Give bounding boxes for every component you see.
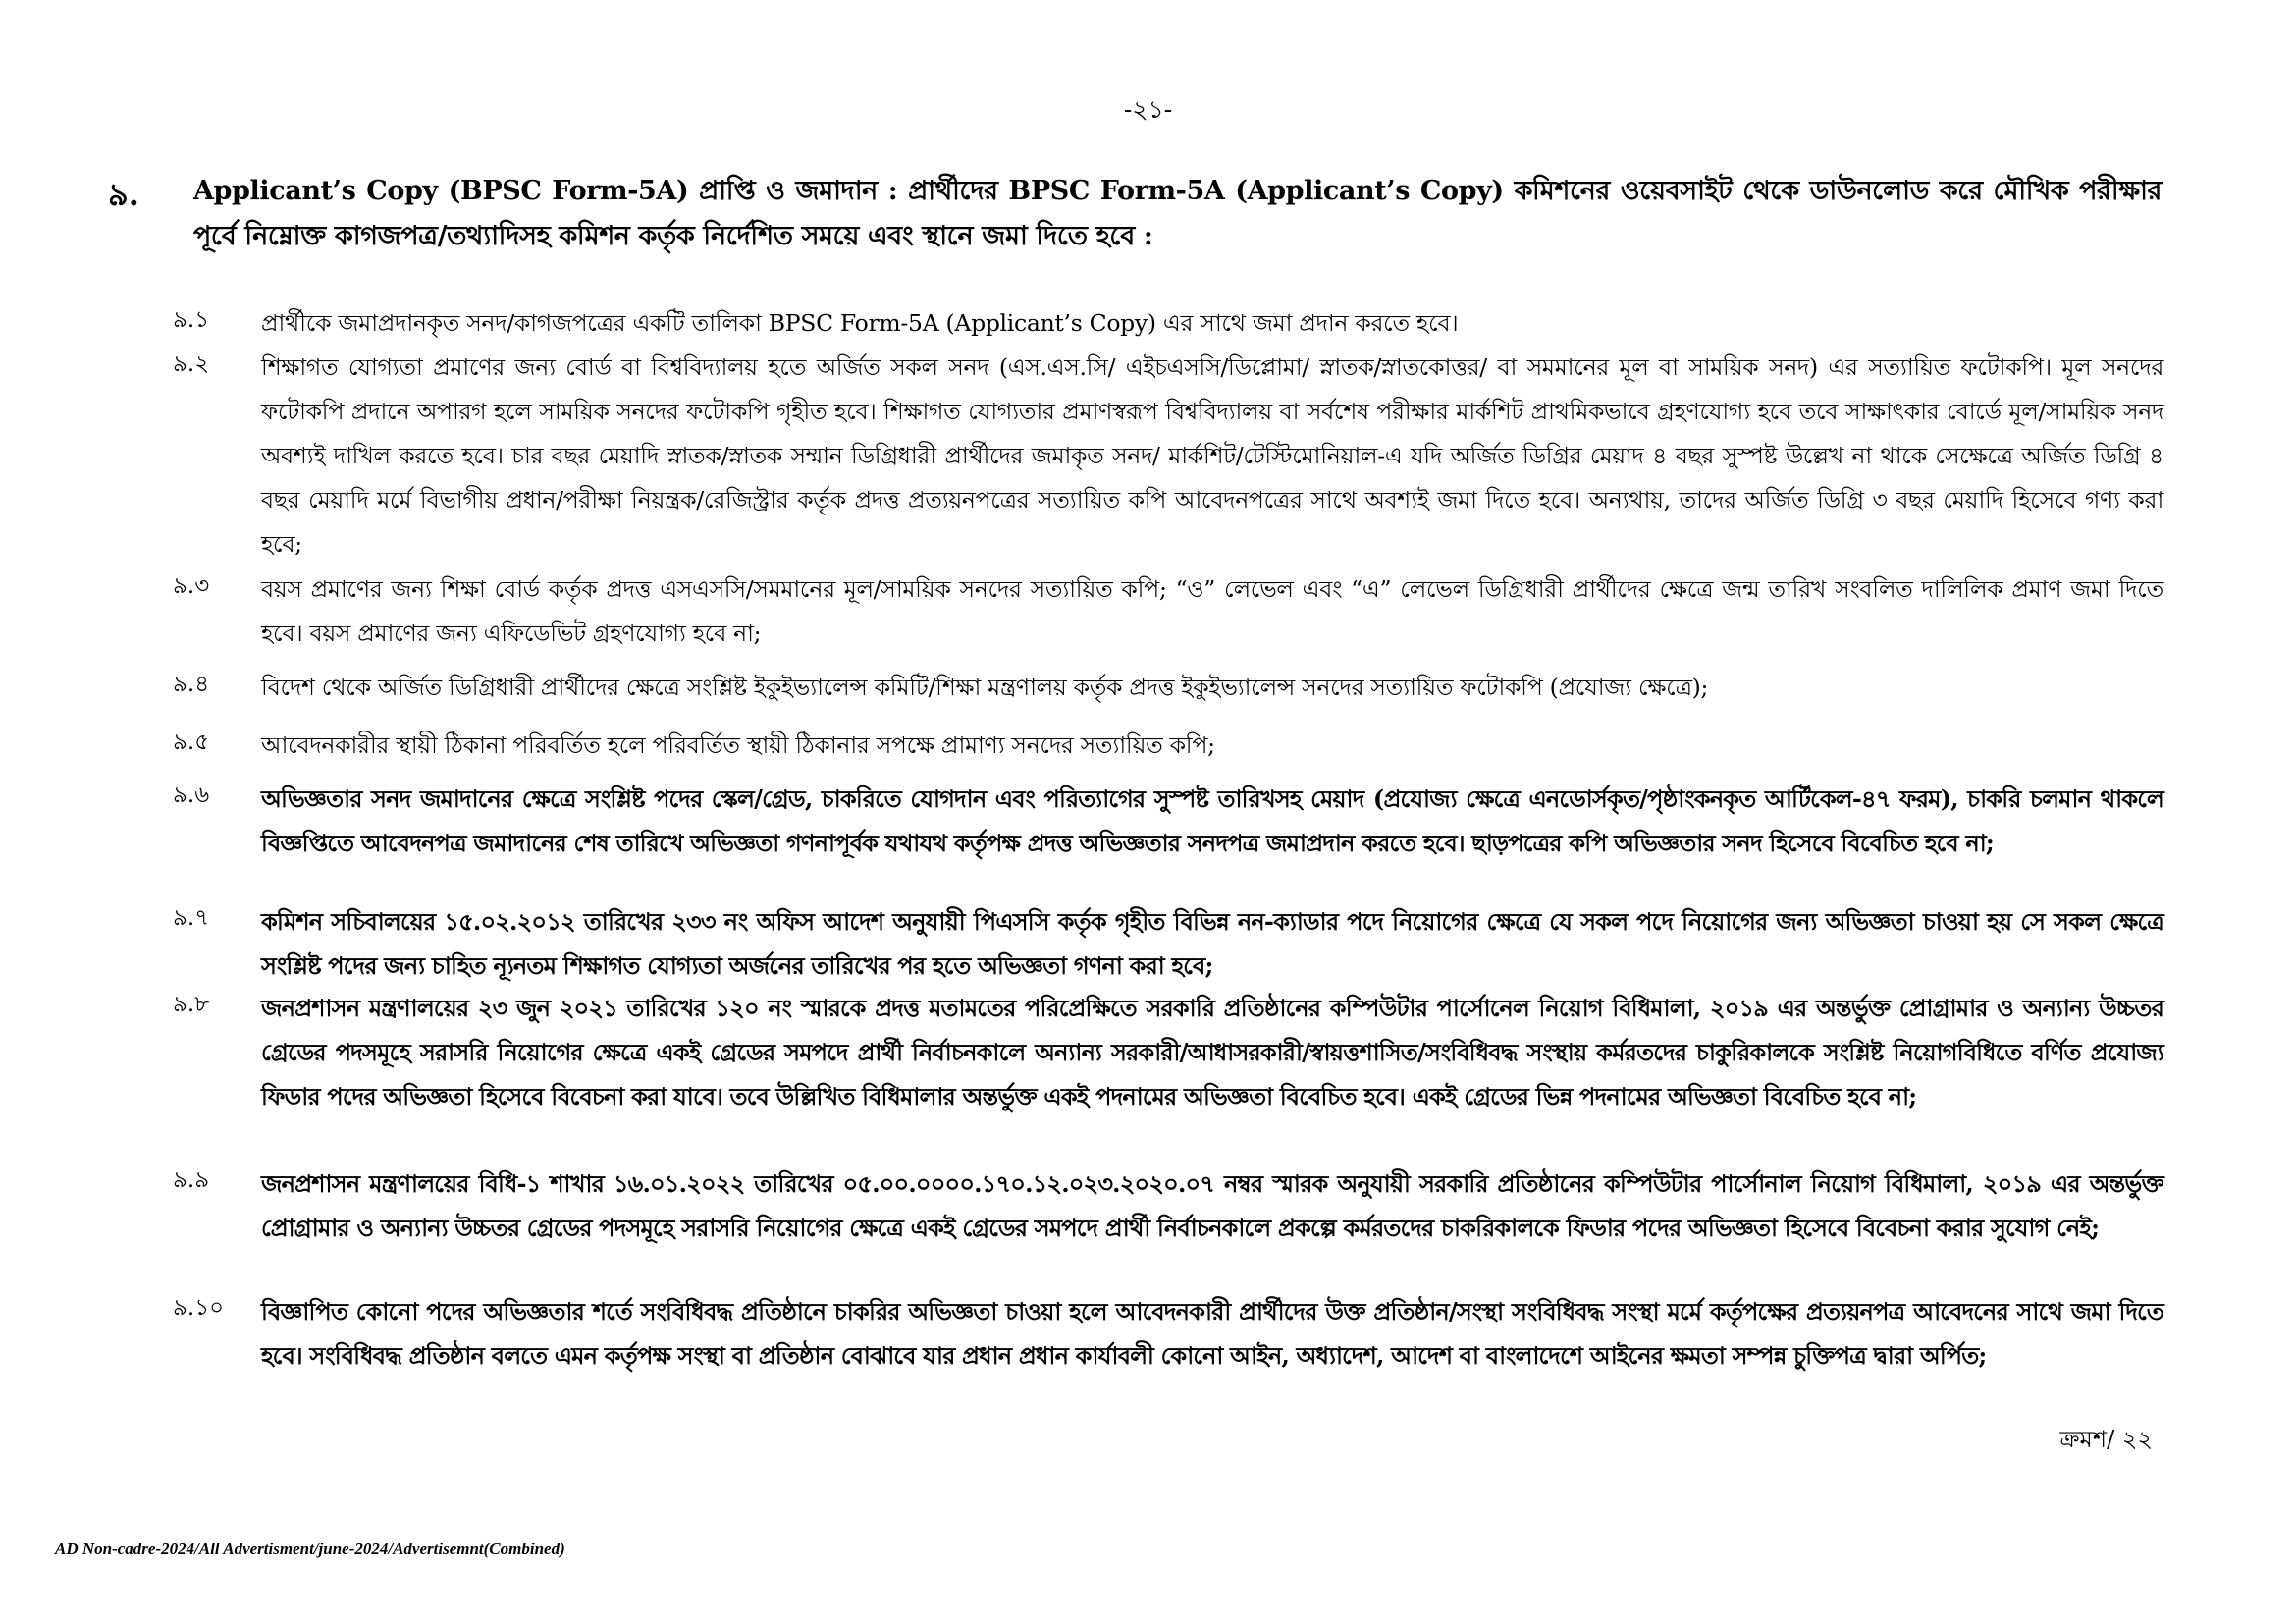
item-number: ৯.১০ bbox=[173, 1295, 225, 1321]
item-number: ৯.৬ bbox=[173, 783, 210, 808]
item-text: আবেদনকারীর স্থায়ী ঠিকানা পরিবর্তিত হলে পরিবর্তিত স্থায়ী ঠিকানার সপক্ষে প্রামাণ্য সনদের সত্যায়িত কপি; bbox=[261, 731, 1215, 759]
item-text: কমিশন সচিবালয়ের ১৫.০২.২০১২ তারিখের ২৩৩ নং অফিস আদেশ অনুযায়ী পিএসসি কর্তৃক গৃহীত বিভিন্ন নন-ক্যাডার পদে নিয়োগের ক্ষেত্রে যে সকল পদে নিয়োগের জন্য অভিজ্ঞতা চাওয়া হয় সে সকল ক্ষেত্রে সংশ্লিষ্ট পদের জন্য চাহিত ন্যূনতম শিক্ষাগত যোগ্যতা অর্জনের তারিখের পর হতে অভিজ্ঞতা গণনা করা হবে; bbox=[261, 907, 2163, 980]
item-text: বিজ্ঞাপিত কোনো পদের অভিজ্ঞতার শর্তে সংবিধিবদ্ধ প্রতিষ্ঠানে চাকরির অভিজ্ঞতা চাওয়া হলে আবেদনকারী প্রার্থীদের উক্ত প্রতিষ্ঠান/সংস্থা সংবিধিবদ্ধ সংস্থা মর্মে কর্তৃপক্ষের প্রত্যয়নপত্র আবেদনের সাথে জমা দিতে হবে। সংবিধিবদ্ধ প্রতিষ্ঠান বলতে এমন কর্তৃপক্ষ সংস্থা বা প্রতিষ্ঠান বোঝাবে যার প্রধান প্রধান কার্যাবলী কোনো আইন, অধ্যাদেশ, আদেশ বা বাংলাদেশে আইনের ক্ষমতা সম্পন্ন চুক্তিপত্র দ্বারা অর্পিত; bbox=[261, 1297, 2163, 1370]
item-number: ৯.৯ bbox=[173, 1167, 210, 1193]
item-text: অভিজ্ঞতার সনদ জমাদানের ক্ষেত্রে সংশ্লিষ্ট পদের স্কেল/গ্রেড, চাকরিতে যোগদান এবং পরিত্যাগের সুস্পষ্ট তারিখসহ মেয়াদ (প্রযোজ্য ক্ষেত্রে এনডোর্সকৃত/পৃষ্ঠাংকনকৃত আর্টিকেল-৪৭ ফরম), চাকরি চলমান থাকলে বিজ্ঞপ্তিতে আবেদনপত্র জমাদানের শেষ তারিখে অভিজ্ঞতা গণনাপূর্বক যথাযথ কর্তৃপক্ষ প্রদত্ত অভিজ্ঞতার সনদপত্র জমাপ্রদান করতে হবে। ছাড়পত্রের কপি অভিজ্ঞতার সনদ হিসেবে বিবেচিত হবে না; bbox=[261, 785, 2163, 857]
item-text: জনপ্রশাসন মন্ত্রণালয়ের ২৩ জুন ২০২১ তারিখের ১২০ নং স্মারকে প্রদত্ত মতামতের পরিপ্রেক্ষিতে সরকারি প্রতিষ্ঠানের কম্পিউটার পার্সোনেল নিয়োগ বিধিমালা, ২০১৯ এর অন্তর্ভুক্ত প্রোগ্রামার ও অন্যান্য উচ্চতর গ্রেডের পদসমূহে সরাসরি নিয়োগের ক্ষেত্রে একই গ্রেডের সমপদে প্রার্থী নির্বাচনকালে অন্যান্য সরকারী/আধাসরকারী/স্বায়ত্তশাসিত/সংবিধিবদ্ধ সংস্থায় কর্মরতদের চাকুরিকালকে সংশ্লিষ্ট নিয়োগবিধিতে বর্ণিত প্রযোজ্য ফিডার পদের অভিজ্ঞতা হিসেবে বিবেচনা করা যাবে। তবে উল্লিখিত বিধিমালার অন্তর্ভুক্ত একই পদনামের অভিজ্ঞতা বিবেচিত হবে। একই গ্রেডের ভিন্ন পদনামের অভিজ্ঞতা বিবেচিত হবে না; bbox=[261, 994, 2163, 1110]
item-text: শিক্ষাগত যোগ্যতা প্রমাণের জন্য বোর্ড বা বিশ্ববিদ্যালয় হতে অর্জিত সকল সনদ (এস.এস.সি/ এইচএসসি/ডিপ্লোমা/ স্নাতক/স্নাতকোত্তর/ বা সমমানের মূল বা সাময়িক সনদ) এর সত্যায়িত ফটোকপি। মূল সনদের ফটোকপি প্রদানে অপারগ হলে সাময়িক সনদের ফটোকপি গৃহীত হবে। শিক্ষাগত যোগ্যতার প্রমাণস্বরূপ বিশ্ববিদ্যালয় বা সর্বশেষ পরীক্ষার মার্কশিট প্রাথমিকভাবে গ্রহণযোগ্য হবে তবে সাক্ষাৎকার বোর্ডে মূল/সাময়িক সনদ অবশ্যই দাখিল করতে হবে। চার বছর মেয়াদি স্নাতক/স্নাতক সম্মান ডিগ্রিধারী প্রার্থীদের জমাকৃত সনদ/ মার্কশিট/টেস্টিমোনিয়াল-এ যদি অর্জিত ডিগ্রির মেয়াদ ৪ বছর সুস্পষ্ট উল্লেখ না থাকে সেক্ষেত্রে অর্জিত ডিগ্রি ৪ বছর মেয়াদি মর্মে বিভাগীয় প্রধান/পরীক্ষা নিয়ন্ত্রক/রেজিস্ট্রার কর্তৃক প্রদত্ত প্রত্যয়নপত্রের সত্যায়িত কপি আবেদনপত্রের সাথে অবশ্যই জমা দিতে হবে। অন্যথায়, তাদের অর্জিত ডিগ্রি ৩ বছর মেয়াদি হিসেবে গণ্য করা হবে; bbox=[261, 353, 2163, 558]
item-text: বিদেশ থেকে অর্জিত ডিগ্রিধারী প্রার্থীদের ক্ষেত্রে সংশ্লিষ্ট ইকুইভ্যালেন্স কমিটি/শিক্ষা মন্ত্রণালয় কর্তৃক প্রদত্ত ইকুইভ্যালেন্স সনদের সত্যায়িত ফটোকপি (প্রযোজ্য ক্ষেত্রে); bbox=[261, 674, 1709, 701]
item-number: ৯.৫ bbox=[173, 730, 210, 755]
item-number: ৯.৪ bbox=[173, 672, 210, 697]
item-text: বয়স প্রমাণের জন্য শিক্ষা বোর্ড কর্তৃক প্রদত্ত এসএসসি/সমমানের মূল/সাময়িক সনদের সত্যায়িত কপি; “ও” লেভেল এবং “এ” লেভেল ডিগ্রিধারী প্রার্থীদের ক্ষেত্রে জন্ম তারিখ সংবলিত দালিলিক প্রমাণ জমা দিতে হবে। বয়স প্রমাণের জন্য এফিডেভিট গ্রহণযোগ্য হবে না; bbox=[261, 575, 2163, 647]
footer-path: AD Non-cadre-2024/All Advertisment/june-2024/Advertisemnt(Combined) bbox=[55, 1540, 565, 1558]
item-text: প্রার্থীকে জমাপ্রদানকৃত সনদ/কাগজপত্রের একটি তালিকা BPSC Form-5A (Applicant’s Copy) এর সাথে জমা প্রদান করতে হবে। bbox=[261, 309, 1459, 337]
item-number: ৯.৭ bbox=[173, 905, 210, 931]
item-number: ৯.৮ bbox=[173, 992, 210, 1017]
section-number: ৯. bbox=[108, 176, 139, 213]
continued-note: ক্রমশ/ ২২ bbox=[2059, 1426, 2153, 1453]
item-text: জনপ্রশাসন মন্ত্রণালয়ের বিধি-১ শাখার ১৬.০১.২০২২ তারিখের ০৫.০০.০০০০.১৭০.১২.০২৩.২০২০.০৭ নম্বর স্মারক অনুযায়ী সরকারি প্রতিষ্ঠানের কম্পিউটার পার্সোনাল নিয়োগ বিধিমালা, ২০১৯ এর অন্তর্ভুক্ত প্রোগ্রামার ও অন্যান্য উচ্চতর গ্রেডের পদসমূহে সরাসরি নিয়োগের ক্ষেত্রে একই গ্রেডের সমপদে প্রার্থী নির্বাচনকালে প্রকল্পে কর্মরতদের চাকরিকালকে ফিডার পদের অভিজ্ঞতা হিসেবে বিবেচনা করার সুযোগ নেই; bbox=[261, 1169, 2163, 1242]
section-heading: Applicant’s Copy (BPSC Form-5A) প্রাপ্তি ও জমাদান : প্রার্থীদের BPSC Form-5A (Applicant’s Copy) কমিশনের ওয়েবসাইট থেকে ডাউনলোড করে মৌখিক পরীক্ষার পূর্বে নিম্নোক্ত কাগজপত্র/তথ্যাদিসহ কমিশন কর্তৃক নির্দেশিত সময়ে এবং স্থানে জমা দিতে হবে : bbox=[193, 176, 2162, 251]
item-number: ৯.১ bbox=[173, 307, 210, 333]
item-number: ৯.৩ bbox=[173, 573, 210, 599]
page-number: -২১- bbox=[1123, 95, 1173, 124]
item-number: ৯.২ bbox=[173, 352, 210, 377]
